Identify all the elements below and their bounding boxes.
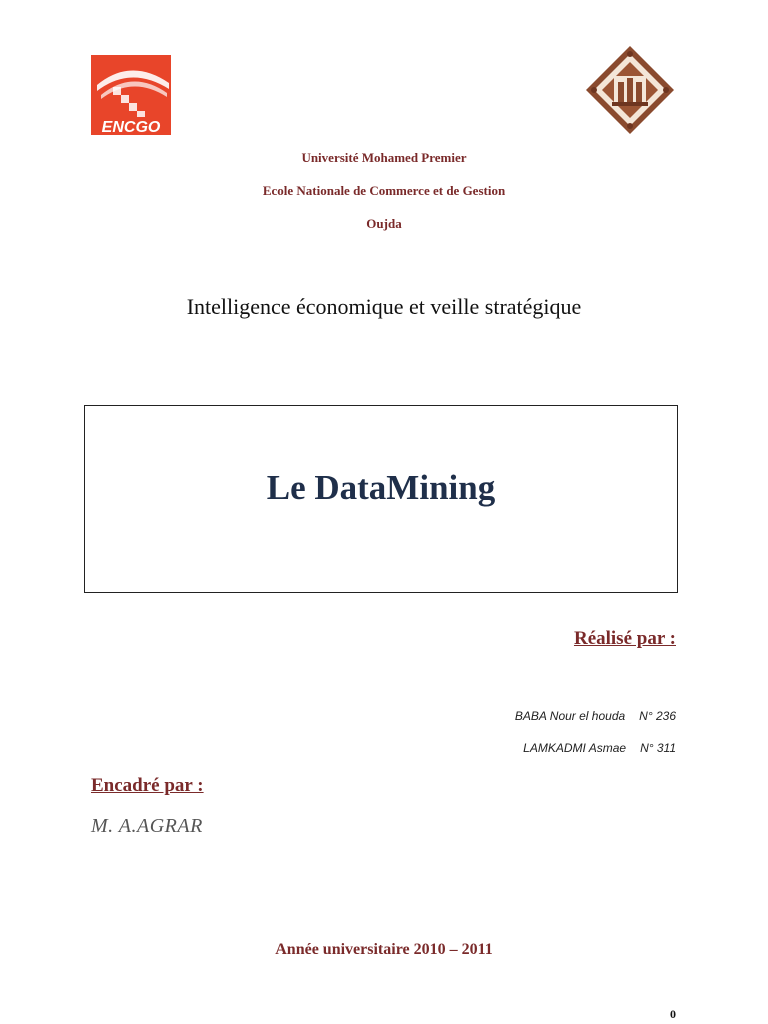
student-number: N° 311 (640, 741, 676, 755)
student-name: LAMKADMI Asmae (523, 741, 627, 755)
university-emblem (584, 44, 676, 136)
school-name: Ecole Nationale de Commerce et de Gestion (262, 183, 506, 198)
realise-par-heading: Réalisé par : (573, 628, 676, 649)
city-name: Oujda (366, 216, 402, 231)
document-title: Le DataMining (266, 468, 496, 507)
encg-logo-text: ENCGO (101, 119, 161, 135)
student-line (523, 741, 676, 755)
student-number: N° 236 (639, 709, 676, 723)
academic-year: Année universitaire 2010 – 2011 (275, 941, 493, 958)
student-line (515, 709, 676, 723)
course-title: Intelligence économique et veille stratégique (186, 294, 582, 319)
university-name: Université Mohamed Premier (301, 150, 467, 165)
supervisor-name: M. A.AGRAR (91, 815, 203, 837)
page-number: 0 (670, 1007, 676, 1021)
encadre-par-heading: Encadré par : (91, 775, 204, 796)
student-name: BABA Nour el houda (514, 709, 626, 723)
encg-logo (91, 55, 171, 135)
